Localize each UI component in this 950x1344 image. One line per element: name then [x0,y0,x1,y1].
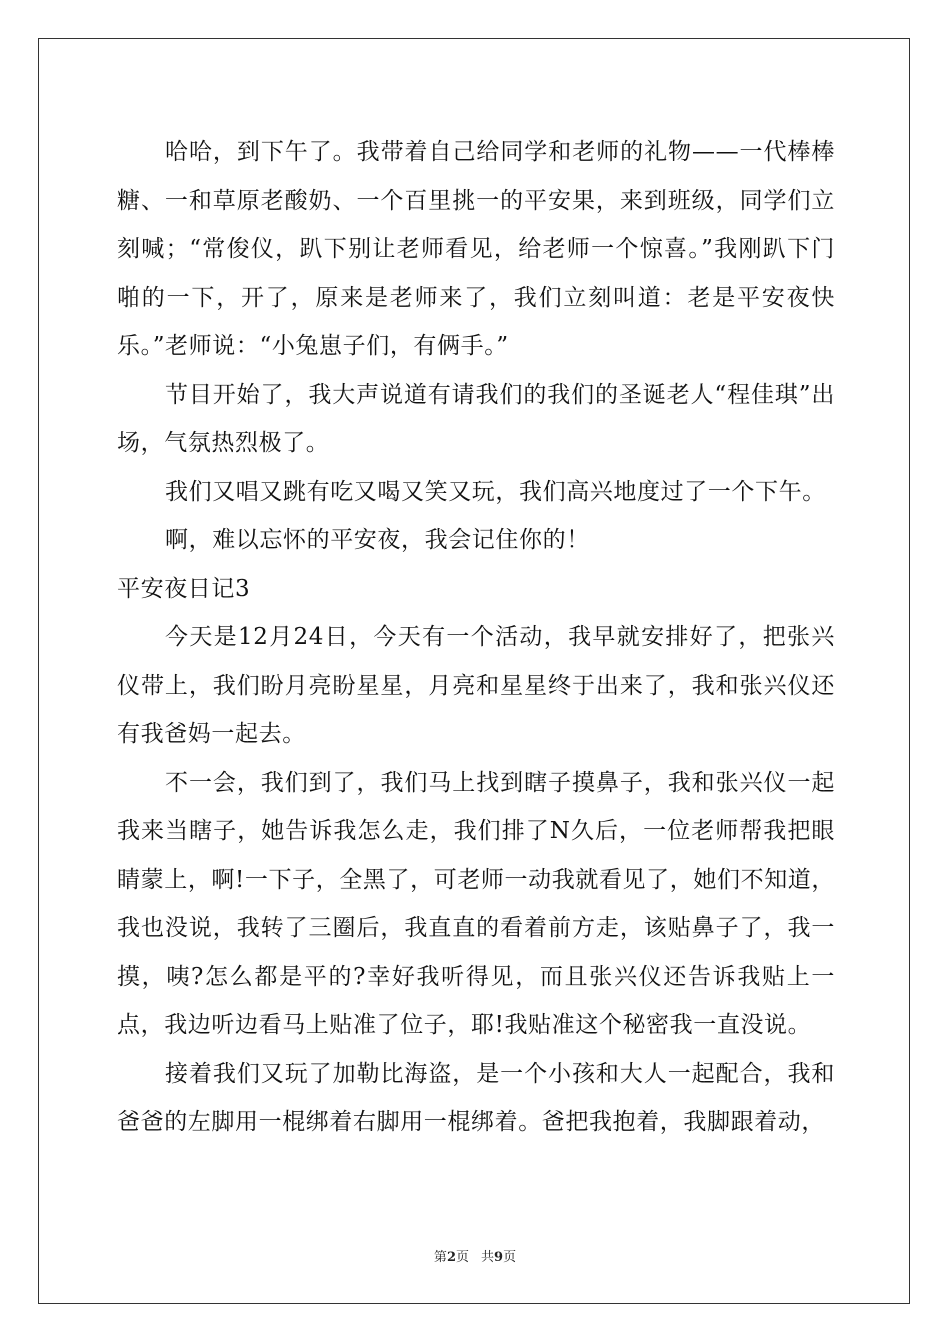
paragraph: 接着我们又玩了加勒比海盗，是一个小孩和大人一起配合，我和爸爸的左脚用一棍绑着右脚用一棍绑着。爸把我抱着，我脚跟着动， [117,1060,835,1135]
paragraph: 不一会，我们到了，我们马上找到瞎子摸鼻子，我和张兴仪一起我来当瞎子，她告诉我怎么走，我们排了N久后，一位老师帮我把眼睛蒙上，啊!一下子，全黑了，可老师一动我就看见了，她们不知道，我也没说，我转了三圈后，我直直的看着前方走，该贴鼻子了，我一摸，咦?怎么都是平的?幸好我听得见，而且张兴仪还告诉我贴上一点，我边听边看马上贴准了位子，耶!我贴准这个秘密我一直没说。 [117,769,835,1038]
page-prefix: 第 [433,1250,447,1265]
section-heading: 平安夜日记3 [117,575,251,602]
page-suffix: 页 [455,1250,469,1265]
paragraph: 节目开始了，我大声说道有请我们的我们的圣诞老人“程佳琪”出场，气氛热烈极了。 [117,381,835,456]
paragraph: 哈哈，到下午了。我带着自己给同学和老师的礼物——一代棒棒糖、一和草原老酸奶、一个百里挑一的平安果，来到班级，同学们立刻喊；“常俊仪，趴下别让老师看见，给老师一个惊喜。”我刚趴下门啪的一下，开了，原来是老师来了，我们立刻叫道：老是平安夜快乐。”老师说：“小兔崽子们，有俩手。” [117,139,835,359]
total-pages: 9 [494,1250,504,1265]
total-suffix: 页 [503,1250,517,1265]
page-footer [0,1246,950,1265]
paragraph: 啊，难以忘怀的平安夜，我会记住你的！ [165,527,590,553]
paragraph: 今天是12月24日，今天有一个活动，我早就安排好了，把张兴仪带上，我们盼月亮盼星星，月亮和星星终于出来了，我和张兴仪还有我爸妈一起去。 [117,624,835,747]
document-body [117,128,835,1147]
paragraph: 我们又唱又跳有吃又喝又笑又玩，我们高兴地度过了一个下午。 [165,478,826,505]
total-prefix: 共 [481,1250,495,1265]
page-number: 2 [446,1250,456,1265]
